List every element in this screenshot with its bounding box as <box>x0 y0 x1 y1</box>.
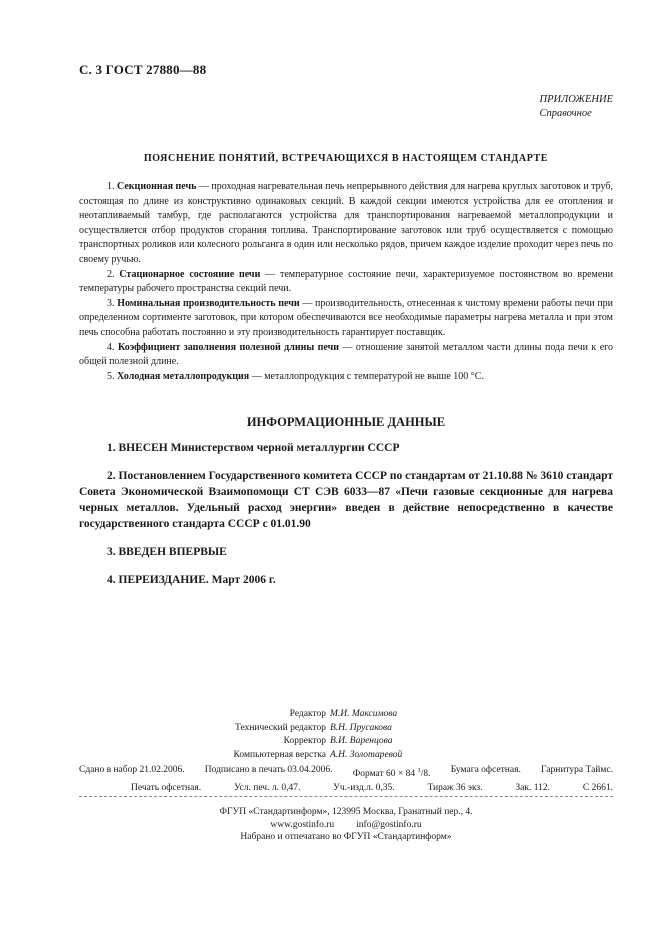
credit-row: Технический редактор В.Н. Прусакова <box>235 722 392 733</box>
info-item: 2. Постановлением Государственного комитета СССР по стандартам от 21.10.88 № 3610 стандарт Совета Экономической Взаимопомощи СТ СЭВ 6033—87 «Печи газовые секционные для нагрева черных металлов. Удельный расход энергии» введен в действие непосредственно в качестве государственного стандарта СССР с 01.01.90 <box>79 470 613 530</box>
publisher-website-link[interactable]: www.gostinfo.ru <box>270 819 335 830</box>
publisher-printed-note: Набрано и отпечатано во ФГУП «Стандартинформ» <box>240 832 452 842</box>
publisher-email-link[interactable]: info@gostinfo.ru <box>356 819 422 830</box>
credit-row: Корректор В.И. Варенцова <box>283 736 393 746</box>
definition-text: — температурное состояние печи, характеризуемое постоянством во времени температуры рабочего пространства секций печи. <box>79 268 613 295</box>
definitions-list <box>79 180 613 384</box>
credits-block <box>140 708 540 762</box>
credit-row: Компьютерная верстка А.Н. Золотаревой <box>233 749 403 760</box>
definition-term: Секционная печь <box>117 181 197 192</box>
definition-text: — металлопродукция с температурой не выше 100 °С. <box>249 370 484 382</box>
imprint-line-2: Печать офсетная. Усл. печ. л. 0,47. Уч.-изд.л. 0,35. Тираж 36 экз. Зак. 112. С 2661. <box>131 782 613 793</box>
info-title: ИНФОРМАЦИОННЫЕ ДАННЫЕ <box>246 415 446 429</box>
imprint-line-1: Сдано в набор 21.02.2006. Подписано в печать 03.04.2006. Формат 60 × 84 $^1$/8. Бумага офсетная. Гарнитура Таймс. <box>79 765 613 779</box>
definition-term: Холодная металлопродукция <box>117 370 250 382</box>
definition-item: 2. Стационарное состояние печи — температурное состояние печи, характеризуемое постоянством во времени температуры рабочего пространства секций печи. <box>79 268 613 295</box>
definition-item: 1. Секционная печь — проходная нагревательная печь непрерывного действия для нагрева круглых заготовок и труб, состоящая по длине из конструктивно одинаковых секций. В каждой секции имеются устройства для ее отопления и неотапливаемый тамбур, где располагаются устройства для транспортирования нагреваемой металлопродукции и осуществляется отбор продуктов сгорания топлива. Транспортирование заготовок или труб осуществляется с помощью транспортных роликов или колесного рольганга в один или несколько рядов, причем каждое изделие проходит через печь по своему ручью. <box>79 181 614 265</box>
definition-text: — отношение занятой металлом части длины пода печи к его общей полезной длине. <box>79 341 613 368</box>
appendix-label-block <box>540 93 614 121</box>
publisher-address: ФГУП «Стандартинформ», 123995 Москва, Гранатный пер., 4. <box>219 807 473 817</box>
imprint-block <box>79 764 613 795</box>
info-list <box>79 440 613 600</box>
credit-row: Редактор М.И. Максимова <box>289 709 398 719</box>
definition-text: — производительность, отнесенная к чистому времени работы печи при определенном сортименте заготовок, при котором обеспечиваются все необходимые параметры нагрева металла и при этом печь способна работать постоянно и эту производительность гарантирует поставщик. <box>79 297 613 338</box>
definition-item: 5. Холодная металлопродукция — металлопродукция с температурой не выше 100 °С. <box>107 370 484 382</box>
info-item: 1. ВНЕСЕН Министерством черной металлургии СССР <box>107 442 400 454</box>
definition-term: Номинальная производительность печи <box>117 297 300 309</box>
info-item: 3. ВВЕДЕН ВПЕРВЫЕ <box>107 546 227 558</box>
definition-term: Стационарное состояние печи <box>119 268 261 280</box>
info-item: 4. ПЕРЕИЗДАНИЕ. Март 2006 г. <box>107 574 276 586</box>
appendix-label: ПРИЛОЖЕНИЕ <box>539 94 613 105</box>
appendix-sublabel: Справочное <box>539 108 592 119</box>
definition-term: Коэффициент заполнения полезной длины печи <box>117 341 339 353</box>
definition-item: 4. Коэффициент заполнения полезной длины печи — отношение занятой металлом части длины пода печи к его общей полезной длине. <box>79 341 613 368</box>
publisher-block <box>79 806 613 844</box>
page-header: С. 3 ГОСТ 27880—88 <box>79 62 207 77</box>
divider <box>79 796 613 797</box>
definitions-title: ПОЯСНЕНИЕ ПОНЯТИЙ, ВСТРЕЧАЮЩИХСЯ В НАСТОЯЩЕМ СТАНДАРТЕ <box>143 153 549 164</box>
definition-text: — проходная нагревательная печь непрерывного действия для нагрева круглых заготовок и труб, состоящая по длине из конструктивно одинаковых секций. В каждой секции имеются устройства для ее отопления и неотапливаемый тамбур, где располагаются устройства для транспортирования нагреваемой металлопродукции и осуществляется отбор продуктов сгорания топлива. Транспортирование заготовок или труб осуществляется с помощью транспортных роликов или колесного рольганга в один или несколько рядов, причем каждое изделие проходит через печь по своему ручью. <box>79 181 614 265</box>
definition-item: 3. Номинальная производительность печи — производительность, отнесенная к чистому времени работы печи при определенном сортименте заготовок, при котором обеспечиваются все необходимые параметры нагрева металла и при этом печь способна работать постоянно и эту производительность гарантирует поставщик. <box>79 297 613 338</box>
